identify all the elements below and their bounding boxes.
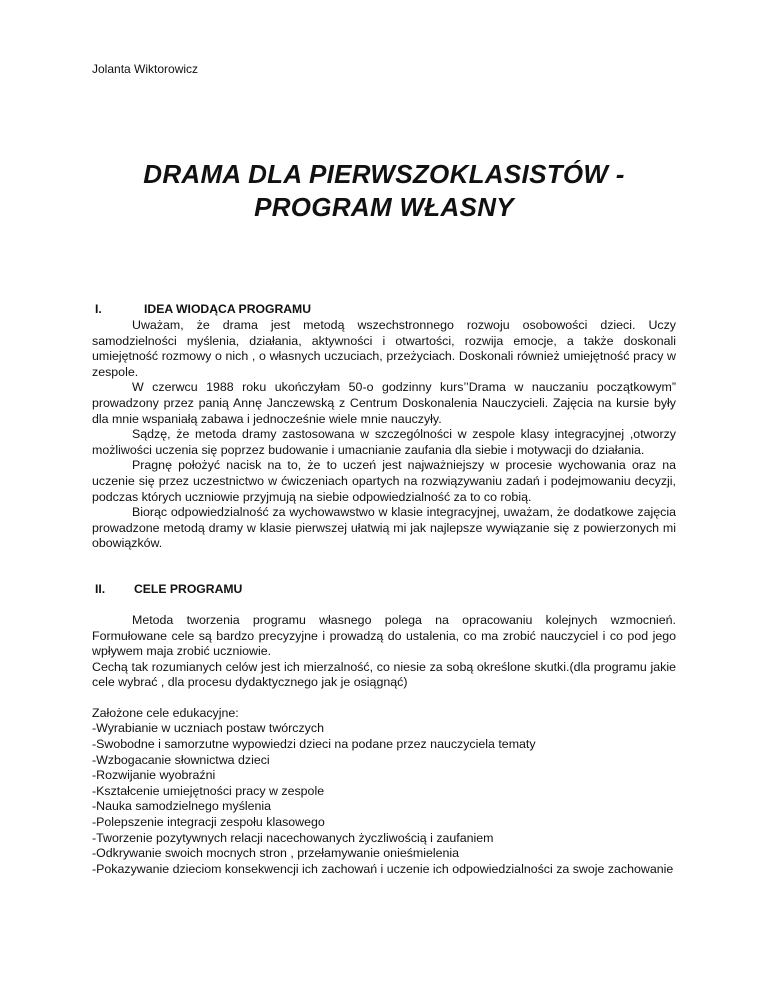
goal-item: -Wzbogacanie słownictwa dzieci — [92, 752, 270, 767]
document-title — [92, 158, 676, 224]
goals-intro: Założone cele edukacyjne: — [92, 705, 239, 720]
goal-item: -Wyrabianie w uczniach postaw twórczych — [92, 721, 324, 736]
spacer — [92, 598, 676, 613]
section-title-2: CELE PROGRAMU — [134, 581, 243, 596]
paragraph: Metoda tworzenia programu własnego polega na opracowaniu kolejnych wzmocnień. Formułowane cele są bardzo precyzyjne i prowadzą do ustalenia, co ma zrobić nauczyciel i co pod jego wpływem maja zrobić uczniowie. — [92, 612, 676, 659]
paragraph: Cechą tak rozumianych celów jest ich mierzalność, co niesie za sobą określone skutki.(dla programu jakie cele wybrać , dla procesu dydaktycznego jak je osiągnąć) — [92, 659, 676, 690]
section-heading-2 — [92, 582, 676, 598]
goal-item: -Rozwijanie wyobraźni — [92, 768, 216, 783]
paragraph: Sądzę, że metoda dramy zastosowana w szczególności w zespole klasy integracyjnej ,otworzy możliwości uczenia się poprzez budowanie i umacnianie zaufania dla siebie i motywacji do działania. — [92, 427, 676, 457]
section-number-1: I. — [95, 302, 102, 316]
spacer — [92, 552, 676, 582]
goal-item: -Swobodne i samorzutne wypowiedzi dzieci na podane przez nauczyciela tematy — [92, 737, 536, 752]
paragraph: Biorąc odpowiedzialność za wychowawstwo w klasie integracyjnej, uważam, że dodatkowe zajęcia prowadzone metodą dramy w klasie pierwszej ułatwią mi jak najlepsze wywiązanie się z powierzonych mi obowiązków. — [92, 505, 676, 551]
document-body — [92, 302, 676, 877]
goal-item: -Odkrywanie swoich mocnych stron , przełamywanie onieśmielenia — [92, 846, 460, 861]
author-name: Jolanta Wiktorowicz — [92, 62, 199, 76]
title-line-1: DRAMA DLA PIERWSZOKLASISTÓW - — [143, 159, 625, 189]
goal-item: -Kształcenie umiejętności pracy w zespole — [92, 783, 325, 798]
title-line-2: PROGRAM WŁASNY — [254, 192, 514, 222]
goal-item: -Polepszenie integracji zespołu klasowego — [92, 815, 325, 830]
section-title-1: IDEA WIODĄCA PROGRAMU — [144, 302, 312, 316]
goal-item: -Nauka samodzielnego myślenia — [92, 799, 272, 814]
paragraph: Pragnę położyć nacisk na to, że to uczeń jest najważniejszy w procesie wychowania oraz na uczenie się przez uczestnictwo w ćwiczeniach opartych na rozwiązywaniu zadań i podejmowaniu decyzji, podczas których uczniowie przyjmują na siebie odpowiedzialność za to co robią. — [92, 458, 676, 504]
paragraph: W czerwcu 1988 roku ukończyłam 50-o godzinny kurs’’Drama w nauczaniu początkowym” prowadzony przez panią Annę Janczewską z Centrum Doskonalenia Nauczycieli. Zajęcia na kursie były dla mnie wspaniałą zabawa i jednocześnie wiele mnie nauczyły. — [92, 380, 676, 426]
paragraph: Uważam, że drama jest metodą wszechstronnego rozwoju osobowości dzieci. Uczy samodzielności myślenia, działania, aktywności i otwartości, rozwija emocje, a także doskonali umiejętność rozmowy o nich , o własnych uczuciach, przeżyciach. Doskonali również umiejętność pracy w zespole. — [92, 318, 676, 379]
spacer — [92, 691, 676, 706]
section-heading-1 — [92, 302, 676, 318]
goal-item: -Tworzenie pozytywnych relacji nacechowanych życzliwością i zaufaniem — [92, 830, 494, 845]
goal-item: -Pokazywanie dzieciom konsekwencji ich zachowań i uczenie ich odpowiedzialności za swoje zachowanie — [92, 861, 674, 876]
section-number-2: II. — [95, 581, 106, 596]
